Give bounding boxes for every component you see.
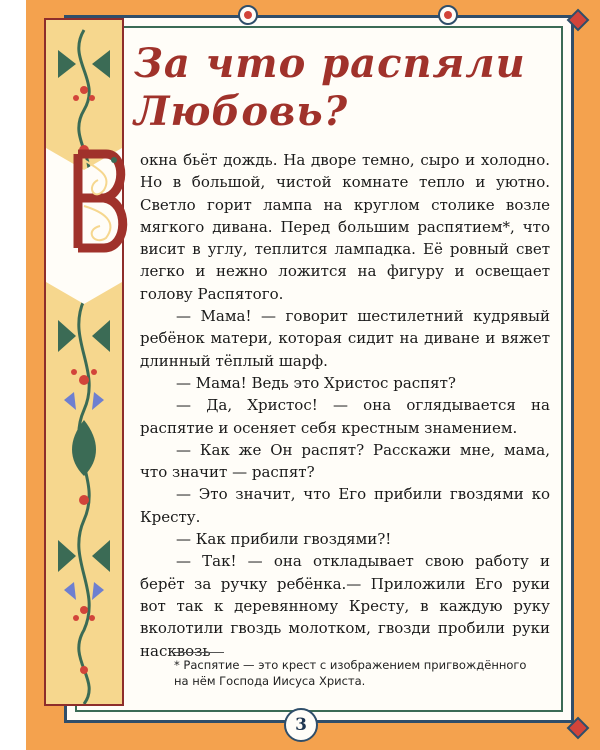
- floral-ornament-icon: [46, 20, 122, 704]
- footnote-divider: [174, 652, 224, 653]
- top-medallion-icon: [236, 3, 260, 27]
- paragraph: — Как же Он распят? Расскажи мне, мама, что значит — распят?: [140, 440, 550, 482]
- top-medallion-icon: [436, 3, 460, 27]
- corner-ornament-icon: [566, 8, 590, 32]
- page-background: [26, 0, 600, 750]
- page-number: 3: [284, 708, 318, 742]
- story-text: [140, 149, 550, 662]
- page-title: [134, 40, 554, 136]
- corner-ornament-icon: [566, 716, 590, 740]
- ornamental-border-band: [44, 18, 124, 706]
- paragraph: — Да, Христос! — она оглядывается на распятие и осеняет себя крестным знамением.: [140, 396, 550, 437]
- footnote: * Распятие — это крест с изображением пригвождённого на нём Господа Иисуса Христа.: [174, 658, 527, 688]
- paragraph: — Так! — она откладывает свою работу и берёт за ручку ребёнка.— Приложили Его руки вот так к деревянному Кресту, в каждую руку вколотили гвоздь молотком, гвозди пробили руки насквозь: [140, 552, 550, 660]
- paragraph: — Как прибили гвоздями?!: [176, 530, 392, 549]
- paragraph: окна бьёт дождь. На дворе темно, сыро и холодно. Но в большой, чистой комнате тепло и уютно. Светло горит лампа на круглом столике возле мягкого дивана. Перед большим распятием*, что висит в углу, теплится лампадка. Её ровный свет легко и нежно ложится на фигуру и освещает голову Распятого.: [140, 151, 550, 303]
- title-line: За что распяли: [134, 40, 526, 87]
- title-line: Любовь?: [134, 88, 349, 135]
- paragraph: — Мама! — говорит шестилетний кудрявый ребёнок матери, которая сидит на диване и вяжет длинный тёплый шарф.: [140, 307, 550, 370]
- dropcap-letter-icon: [64, 146, 134, 256]
- paragraph: — Это значит, что Его прибили гвоздями ко Кресту.: [140, 485, 550, 526]
- paragraph: — Мама! Ведь это Христос распят?: [176, 373, 456, 392]
